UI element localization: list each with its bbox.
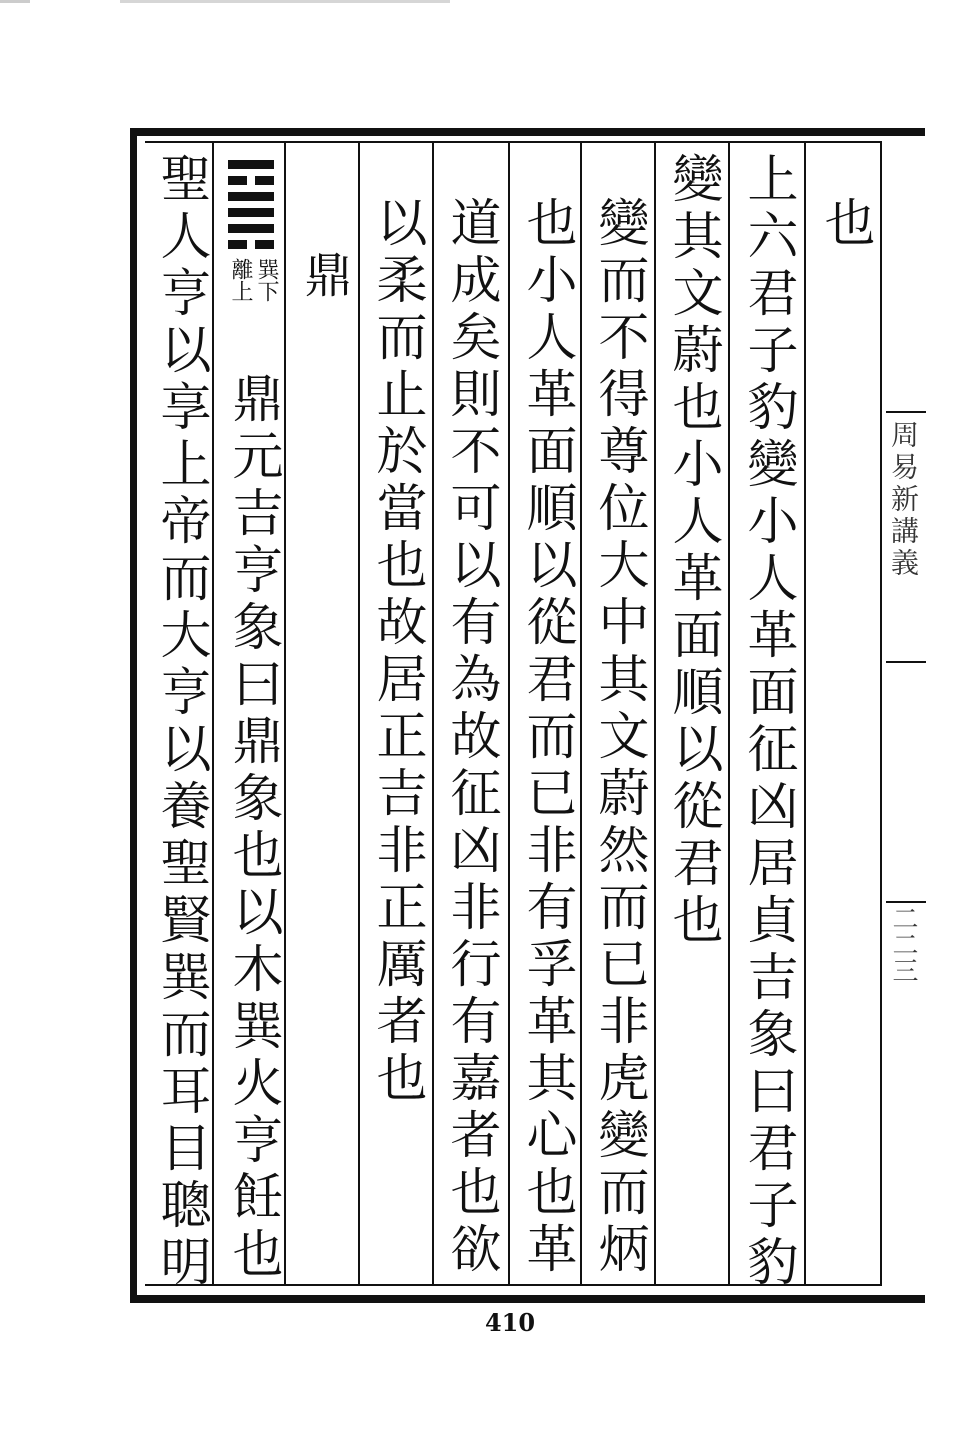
text-column-5: 也小人革面順以從君而已非有孚革其心也革 (517, 196, 576, 1279)
scan-smudge (120, 0, 450, 3)
text-column-2: 上六君子豹變小人革面征凶居貞吉象曰君子豹 (738, 152, 797, 1292)
text-column-4: 變而不得尊位大中其文蔚然而已非虎變而炳 (589, 196, 648, 1279)
column-rule (508, 141, 510, 1286)
column-rule (284, 141, 286, 1286)
margin-folio: 二二三 (888, 905, 918, 983)
text-column-9: 聖人亨以享上帝而大亨以養聖賢巽而耳目聰明 (151, 152, 210, 1292)
page-number: 410 (484, 1308, 536, 1337)
trigram-annotation (226, 258, 278, 368)
column-rule (432, 141, 434, 1286)
text-column-1: 也 (815, 196, 874, 253)
column-rule (580, 141, 582, 1286)
column-rule (358, 141, 360, 1286)
margin-rule (886, 901, 926, 903)
trigram-lower: 巽下 (254, 258, 279, 302)
margin-strip (880, 141, 925, 1286)
column-rule (212, 141, 214, 1286)
trigram-upper: 離上 (228, 258, 253, 302)
column-rule (654, 141, 656, 1286)
hexagram-title: 鼎 (296, 250, 352, 304)
column-rule (804, 141, 806, 1286)
column-rule (728, 141, 730, 1286)
margin-book-title: 周易新講義 (887, 420, 920, 580)
hexagram-ding-icon (228, 160, 274, 252)
hexagram-judgment: 鼎元吉亨象曰鼎象也以木巽火亨飪也 (223, 372, 282, 1284)
margin-rule (886, 661, 926, 663)
margin-rule (886, 411, 926, 413)
inner-top-rule (145, 141, 880, 143)
text-column-7: 以柔而止於當也故居正吉非正厲者也 (367, 196, 426, 1108)
text-column-3: 變其文蔚也小人革面順以從君也 (663, 152, 722, 950)
scan-smudge (0, 0, 30, 3)
text-column-6: 道成矣則不可以有為故征凶非行有嘉者也欲 (441, 196, 500, 1279)
